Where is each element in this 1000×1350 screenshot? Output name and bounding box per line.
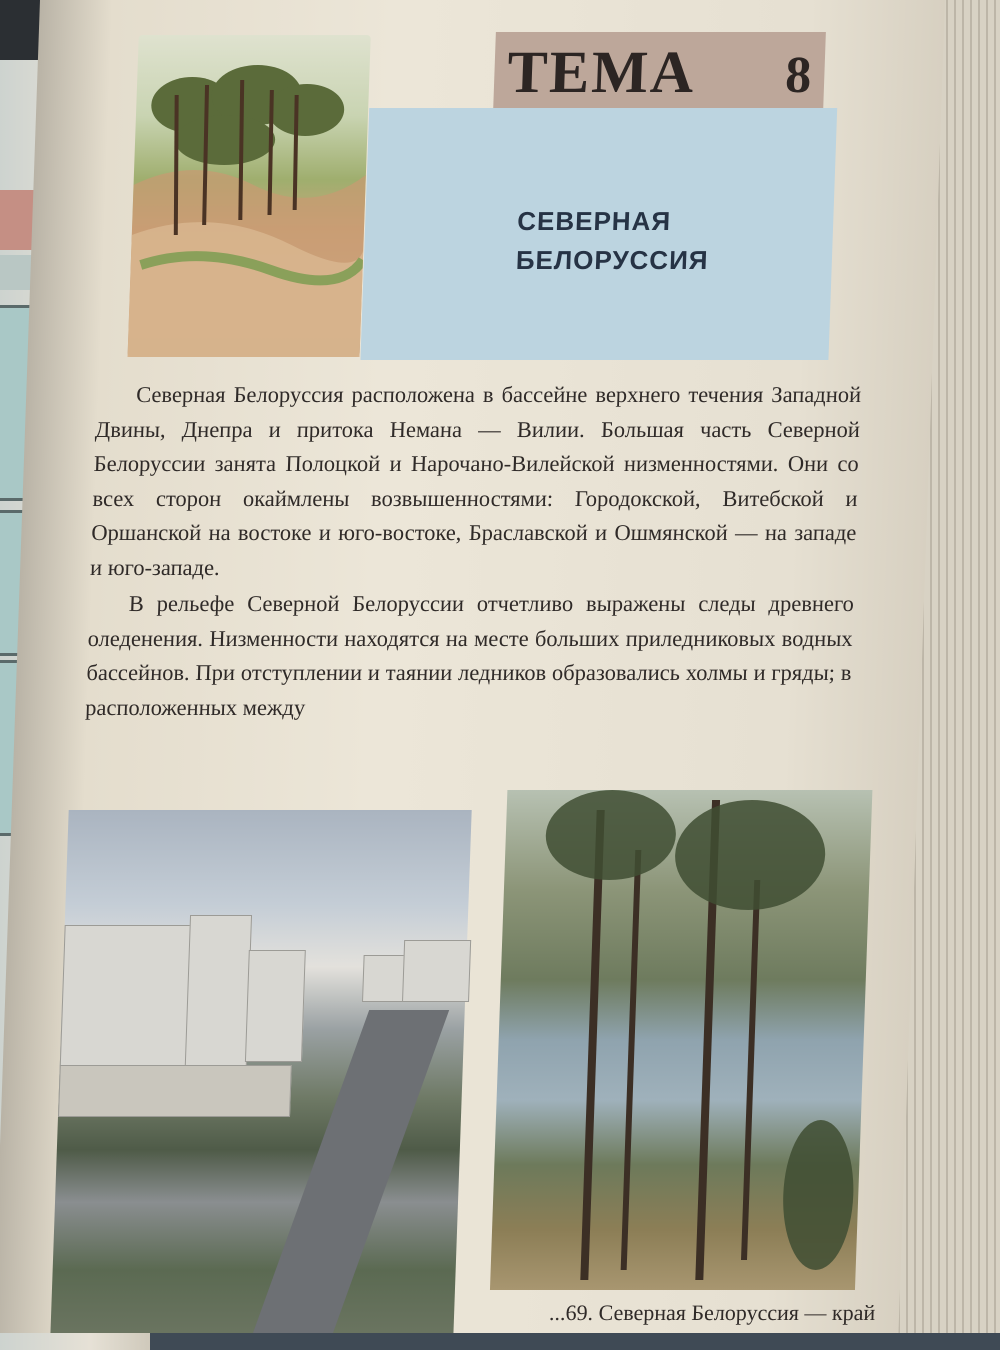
apartment-building (59, 925, 196, 1077)
city-street-photo (50, 810, 471, 1333)
shop-building (58, 1065, 292, 1117)
apartment-building (245, 950, 306, 1062)
chapter-title (515, 202, 758, 280)
body-text (85, 378, 862, 725)
paragraph-2: В рельефе Северной Белоруссии отчетливо выражены следы древнего оледенения. Низменности находятся на месте больших приледниковых водных бассейнов. При отступлении и таянии ледников образовались холмы и гряды; в расположенных между (84, 591, 855, 720)
theme-label: ТЕМА (506, 39, 697, 105)
theme-number: 8 (784, 47, 813, 104)
pine-trunk (741, 880, 760, 1260)
pine-forest-illustration (128, 35, 371, 357)
photo-caption: ...69. Северная Белоруссия — край (548, 1300, 876, 1325)
lake-pines-photo (490, 790, 872, 1290)
pine-canopy (781, 1120, 856, 1270)
pine-trunk (580, 810, 604, 1280)
pine-forest-drawing (128, 35, 371, 357)
pine-trunk (621, 850, 642, 1270)
chapter-title-line1: СЕВЕРНАЯ (516, 206, 672, 236)
pine-canopy (673, 800, 827, 910)
paragraph-1: Северная Белоруссия расположена в бассейне верхнего течения Западной Двины, Днепра и притока Немана — Вилии. Большая часть Северной Белоруссии занята Полоцкой и Нарочано-Вилейской низменностями. Они со всех сторон окаймлены возвышенностями: Городокской, Витебской и Оршанской на востоке и юго-востоке, Браславской и Ошмянской — на западе и юго-западе. (89, 382, 862, 580)
pine-canopy (544, 790, 677, 880)
chapter-title-line2: БЕЛОРУССИЯ (515, 245, 710, 275)
apartment-building (402, 940, 471, 1002)
